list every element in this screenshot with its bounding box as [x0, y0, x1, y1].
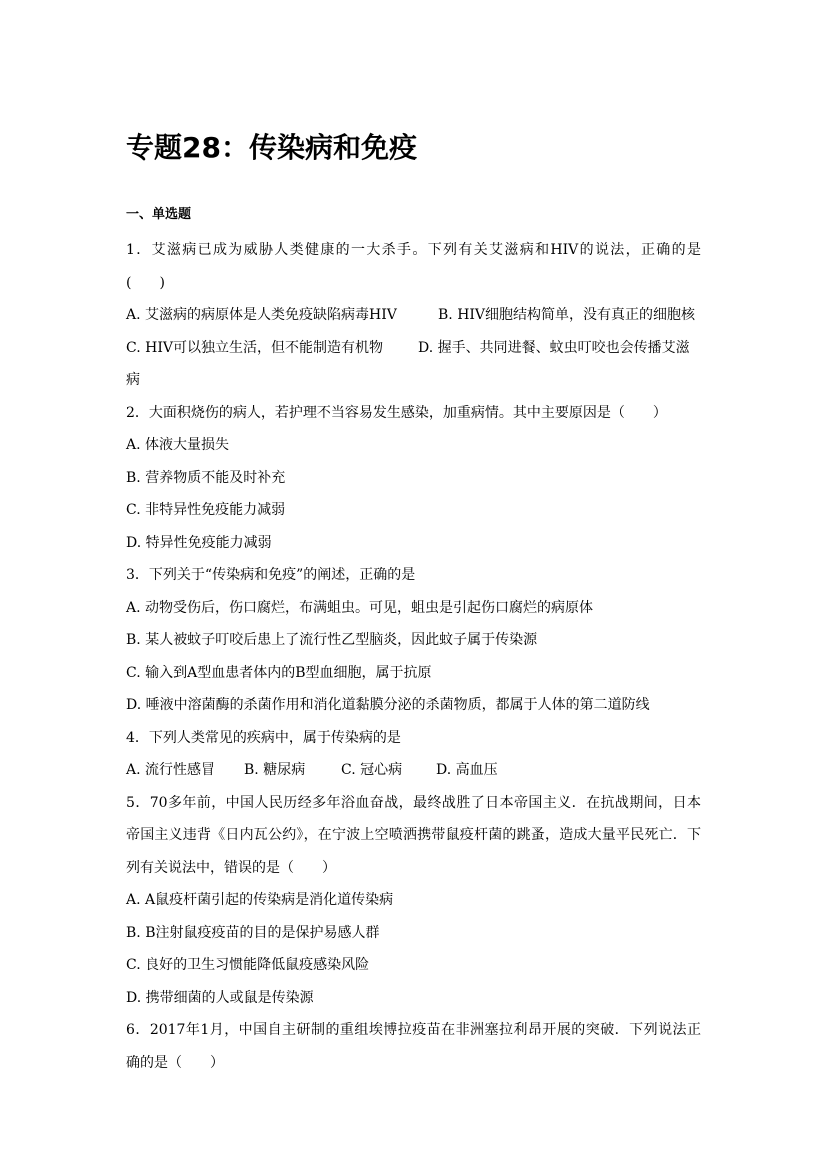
question-5-stem-line-2: 帝国主义违背《日内瓦公约》，在宁波上空喷洒携带鼠疫杆菌的跳蚤，造成大量平民死亡．下: [126, 827, 701, 843]
question-1-stem-line-1: 1．艾滋病已成为威胁人类健康的一大杀手。下列有关艾滋病和HIV的说法，正确的是: [126, 242, 701, 258]
question-3-option-c[interactable]: C. 输入到A型血患者体内的B型血细胞，属于抗原: [126, 665, 432, 681]
question-5-stem-line-1: 5．70多年前，中国人民历经多年浴血奋战，最终战胜了日本帝国主义．在抗战期间，日本: [126, 795, 701, 811]
section-heading: 一、单选题: [126, 207, 192, 222]
question-2-option-b[interactable]: B. 营养物质不能及时补充: [126, 470, 286, 486]
question-1-option-d[interactable]: D. 握手、共同进餐、蚊虫叮咬也会传播艾滋: [418, 340, 690, 356]
page-title: 专题28：传染病和免疫: [126, 131, 417, 164]
question-5-option-c[interactable]: C. 良好的卫生习惯能降低鼠疫感染风险: [126, 957, 370, 973]
question-1-option-a[interactable]: A. 艾滋病的病原体是人类免疫缺陷病毒HIV: [126, 307, 397, 323]
question-5-option-b[interactable]: B. B注射鼠疫疫苗的目的是保护易感人群: [126, 925, 380, 941]
question-3-option-b[interactable]: B. 某人被蚊子叮咬后患上了流行性乙型脑炎，因此蚊子属于传染源: [126, 632, 538, 648]
question-4-stem: 4．下列人类常见的疾病中，属于传染病的是: [126, 730, 401, 746]
question-5-option-d[interactable]: D. 携带细菌的人或鼠是传染源: [126, 990, 314, 1006]
question-3-option-d[interactable]: D. 唾液中溶菌酶的杀菌作用和消化道黏膜分泌的杀菌物质，都属于人体的第二道防线: [126, 697, 650, 713]
question-5-option-a[interactable]: A. A鼠疫杆菌引起的传染病是消化道传染病: [126, 892, 394, 908]
question-2-option-d[interactable]: D. 特异性免疫能力减弱: [126, 535, 272, 551]
question-6-stem-line-1: 6．2017年1月，中国自主研制的重组埃博拉疫苗在非洲塞拉利昂开展的突破．下列说法正: [126, 1022, 701, 1038]
question-4-option-b[interactable]: B. 糖尿病: [244, 762, 306, 778]
question-5-stem-line-3: 列有关说法中，错误的是（ ）: [126, 860, 336, 876]
question-6-stem-line-2: 确的是（ ）: [126, 1055, 224, 1071]
question-4-option-d[interactable]: D. 高血压: [436, 762, 498, 778]
question-1-option-d-continuation: 病: [126, 372, 140, 388]
question-2-option-a[interactable]: A. 体液大量损失: [126, 437, 230, 453]
question-3-stem: 3．下列关于“传染病和免疫”的阐述，正确的是: [126, 567, 416, 583]
question-2-option-c[interactable]: C. 非特异性免疫能力减弱: [126, 502, 286, 518]
question-1-stem-line-2: ( ): [126, 275, 165, 291]
question-4-option-c[interactable]: C. 冠心病: [341, 762, 403, 778]
question-2-stem: 2．大面积烧伤的病人，若护理不当容易发生感染，加重病情。其中主要原因是（ ）: [126, 405, 667, 421]
question-1-option-b[interactable]: B. HIV细胞结构简单，没有真正的细胞核: [438, 307, 696, 323]
question-4-option-a[interactable]: A. 流行性感冒: [126, 762, 216, 778]
question-3-option-a[interactable]: A. 动物受伤后，伤口腐烂，布满蛆虫。可见，蛆虫是引起伤口腐烂的病原体: [126, 600, 594, 616]
question-1-option-c[interactable]: C. HIV可以独立生活，但不能制造有机物: [126, 340, 383, 356]
